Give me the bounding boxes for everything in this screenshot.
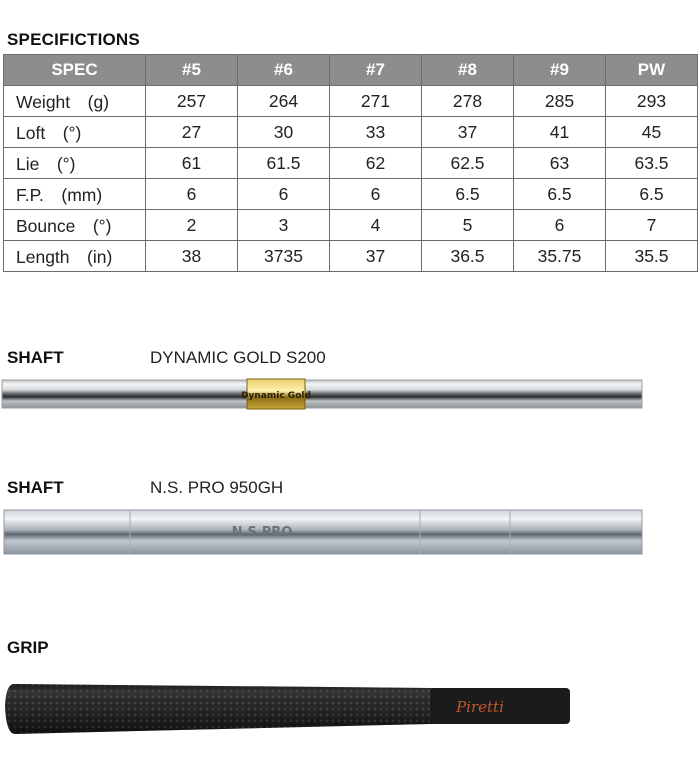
table-cell: 63	[514, 148, 606, 179]
table-cell: 61.5	[238, 148, 330, 179]
table-cell: 62	[330, 148, 422, 179]
col-header-pw: PW	[606, 55, 698, 86]
table-row-loft	[4, 117, 698, 148]
table-cell: 3735	[238, 241, 330, 272]
table-cell: 6	[238, 179, 330, 210]
table-cell: 6	[146, 179, 238, 210]
table-cell: 37	[422, 117, 514, 148]
shaft-dynamic-gold-image	[0, 376, 700, 416]
table-cell: 45	[606, 117, 698, 148]
table-cell: 6.5	[606, 179, 698, 210]
spec-section-title: SPECIFICTIONS	[7, 30, 140, 49]
table-cell: 61	[146, 148, 238, 179]
shaft-name-1: DYNAMIC GOLD S200	[150, 348, 326, 367]
table-row-fp	[4, 179, 698, 210]
table-cell: 7	[606, 210, 698, 241]
table-cell: 27	[146, 117, 238, 148]
table-cell: 35.5	[606, 241, 698, 272]
col-header-9: #9	[514, 55, 606, 86]
row-label: F.P. (mm)	[4, 179, 146, 210]
shaft-logo-text-1: Dynamic Gold	[241, 391, 311, 401]
table-cell: 278	[422, 86, 514, 117]
table-cell: 63.5	[606, 148, 698, 179]
row-label: Length (in)	[4, 241, 146, 272]
col-header-6: #6	[238, 55, 330, 86]
table-row-bounce	[4, 210, 698, 241]
row-label: Weight (g)	[4, 86, 146, 117]
grip-logo-text: Piretti	[456, 698, 504, 716]
table-cell: 37	[330, 241, 422, 272]
table-cell: 33	[330, 117, 422, 148]
col-header-7: #7	[330, 55, 422, 86]
table-cell: 4	[330, 210, 422, 241]
shaft-ns-pro-image	[0, 506, 700, 558]
table-row-lie	[4, 148, 698, 179]
table-cell: 5	[422, 210, 514, 241]
table-cell: 2	[146, 210, 238, 241]
shaft-logo-text-2: N.S.PRO	[231, 525, 293, 540]
table-cell: 6	[514, 210, 606, 241]
shaft-label-1: SHAFT	[7, 348, 64, 367]
table-cell: 257	[146, 86, 238, 117]
spec-table-header-row	[4, 55, 698, 86]
table-cell: 38	[146, 241, 238, 272]
table-row-weight	[4, 86, 698, 117]
table-cell: 285	[514, 86, 606, 117]
table-cell: 6.5	[514, 179, 606, 210]
table-cell: 35.75	[514, 241, 606, 272]
grip-image	[0, 676, 700, 756]
table-cell: 271	[330, 86, 422, 117]
table-cell: 264	[238, 86, 330, 117]
table-row-length	[4, 241, 698, 272]
shaft-label-2: SHAFT	[7, 478, 64, 497]
table-cell: 30	[238, 117, 330, 148]
grip-label: GRIP	[7, 638, 49, 657]
table-cell: 36.5	[422, 241, 514, 272]
row-label: Bounce (°)	[4, 210, 146, 241]
row-label: Loft (°)	[4, 117, 146, 148]
table-cell: 62.5	[422, 148, 514, 179]
table-cell: 6	[330, 179, 422, 210]
table-cell: 293	[606, 86, 698, 117]
row-label: Lie (°)	[4, 148, 146, 179]
table-cell: 41	[514, 117, 606, 148]
shaft-name-2: N.S. PRO 950GH	[150, 478, 284, 497]
col-header-spec: SPEC	[4, 55, 146, 86]
col-header-8: #8	[422, 55, 514, 86]
table-cell: 6.5	[422, 179, 514, 210]
col-header-5: #5	[146, 55, 238, 86]
table-cell: 3	[238, 210, 330, 241]
spec-table	[3, 54, 698, 272]
